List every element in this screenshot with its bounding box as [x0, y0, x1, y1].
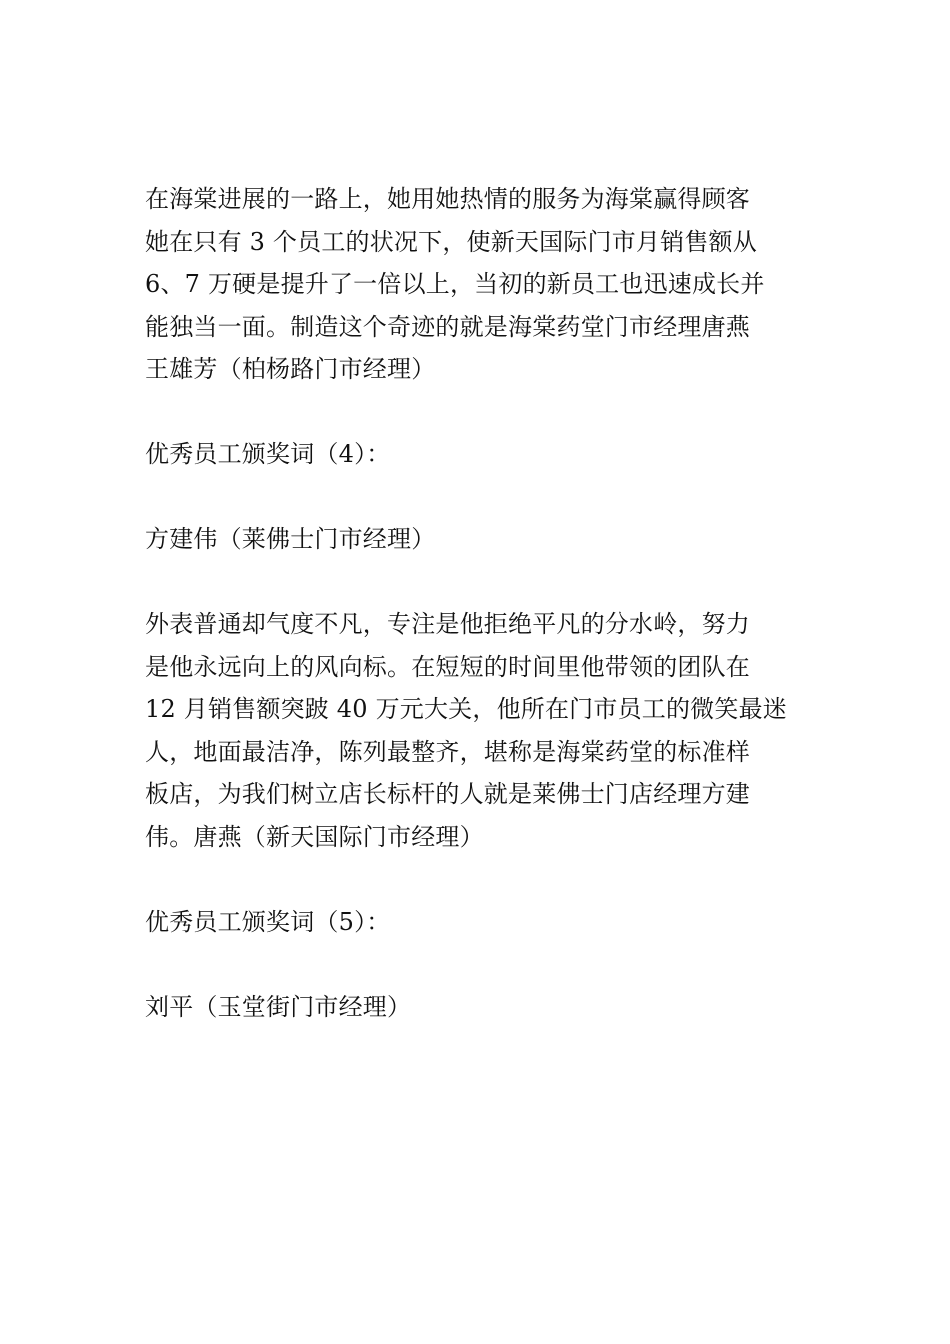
text-line: 外表普通却气度不凡，专注是他拒绝平凡的分水岭，努力 — [145, 610, 750, 638]
text-line: 板店，为我们树立店长标杆的人就是莱佛士门店经理方建 — [145, 780, 750, 808]
paragraph-fang-jianwei-award — [145, 603, 810, 858]
awardee-text: 方建伟（莱佛士门市经理） — [145, 525, 436, 553]
text-line: 她在只有 3 个员工的状况下，使新天国际门市月销售额从 — [145, 227, 757, 256]
text-line: 人，地面最洁净，陈列最整齐，堪称是海棠药堂的标准样 — [145, 737, 750, 766]
awardee-name-liu-ping — [145, 986, 810, 1029]
presenter-line: 伟。唐燕（新天国际门市经理） — [145, 822, 484, 851]
presenter-line: 王雄芳（柏杨路门市经理） — [145, 355, 436, 383]
awardee-text: 刘平（玉堂街门市经理） — [145, 992, 412, 1021]
paragraph-gap — [145, 561, 810, 604]
heading-text: 优秀员工颁奖词（4）： — [145, 440, 391, 468]
paragraph-gap — [145, 858, 810, 901]
paragraph-tang-yan-award — [145, 178, 810, 391]
text-line: 在海棠进展的一路上，她用她热情的服务为海棠赢得顾客 — [145, 185, 750, 213]
heading-text: 优秀员工颁奖词（5）： — [145, 907, 391, 936]
text-line: 6、7 万硬是提升了一倍以上，当初的新员工也迅速成长并 — [145, 270, 765, 298]
text-line: 是他永远向上的风向标。在短短的时间里他带领的团队在 — [145, 652, 750, 681]
paragraph-gap — [145, 476, 810, 519]
document-body — [145, 178, 810, 1028]
awardee-name-fang-jianwei — [145, 518, 810, 561]
section-heading-award-5 — [145, 901, 810, 944]
text-line: 12 月销售额突跛 40 万元大关，他所在门市员工的微笑最迷 — [145, 695, 787, 723]
section-heading-award-4 — [145, 433, 810, 476]
paragraph-gap — [145, 391, 810, 434]
paragraph-gap — [145, 943, 810, 986]
text-line: 能独当一面。制造这个奇迹的就是海棠药堂门市经理唐燕 — [145, 312, 750, 341]
